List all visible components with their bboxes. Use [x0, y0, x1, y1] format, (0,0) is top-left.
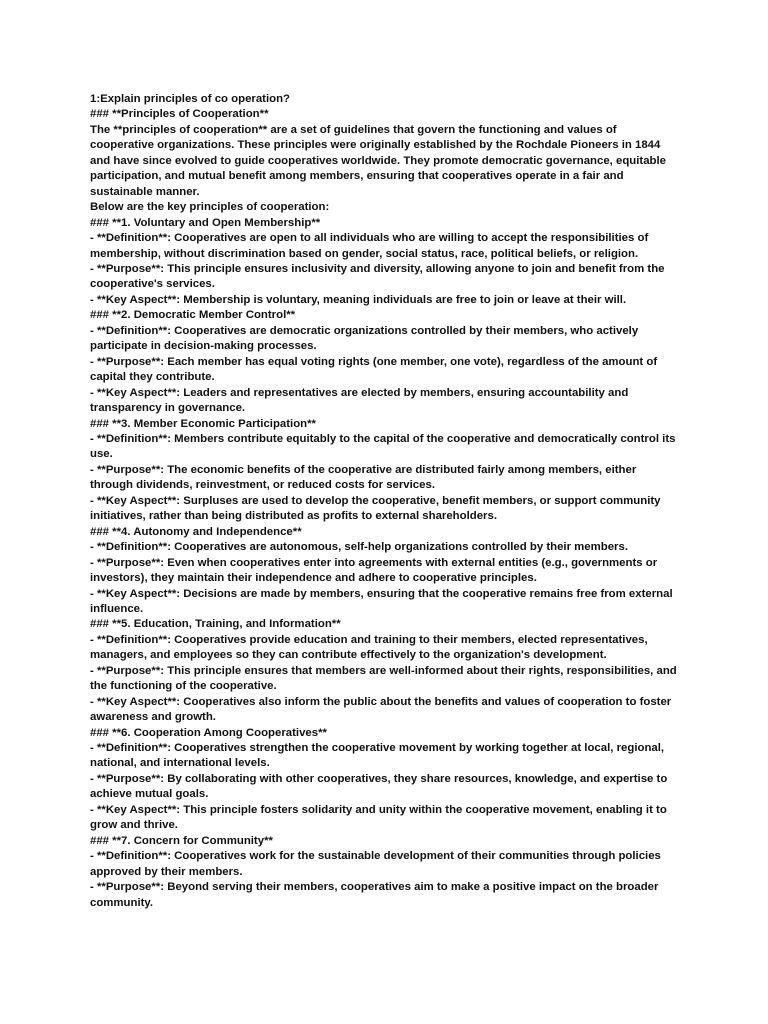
principle-7-purpose: - **Purpose**: Beyond serving their members, cooperatives aim to make a positive impact on the broader community.: [90, 881, 659, 909]
principle-6-heading: ### **6. Cooperation Among Cooperatives**: [90, 726, 327, 739]
principle-3-key-aspect: - **Key Aspect**: Surpluses are used to develop the cooperative, benefit members, or support community initiatives, rather than being distributed as profits to external shareholders.: [90, 494, 661, 523]
principle-6-definition: - **Definition**: Cooperatives strengthen the cooperative movement by working together at local, regional, national, and international levels.: [90, 742, 665, 770]
principle-3-heading: ### **3. Member Economic Participation**: [90, 417, 316, 430]
principle-2-definition: - **Definition**: Cooperatives are democratic organizations controlled by their members, who actively participate in decision-making processes.: [90, 324, 639, 353]
section-heading: ### **Principles of Cooperation**: [90, 108, 269, 121]
principle-1-key-aspect: - **Key Aspect**: Membership is voluntary, meaning individuals are free to join or leave at their will.: [90, 293, 627, 306]
principle-2-purpose: - **Purpose**: Each member has equal voting rights (one member, one vote), regardless of the amount of capital they contribute.: [90, 355, 658, 384]
principle-3-definition: - **Definition**: Members contribute equitably to the capital of the cooperative and democratically control its use.: [90, 432, 676, 461]
principle-7-definition: - **Definition**: Cooperatives work for the sustainable development of their communities through policies approved by their members.: [90, 850, 661, 878]
intro-paragraph: The **principles of cooperation** are a set of guidelines that govern the functioning and values of cooperative organizations. These principles were originally established by the Rochdale Pioneers in 1844 and have since evolved to guide cooperatives worldwide. They promote democratic governance, equitable participation, and mutual benefit among members, ensuring that cooperatives operate in a fair and sustainable manner.: [90, 123, 667, 198]
question-heading: 1:Explain principles of co operation?: [90, 93, 290, 105]
principle-5-purpose: - **Purpose**: This principle ensures that members are well-informed about their rights, responsibilities, and the functioning of the cooperative.: [90, 664, 677, 693]
principle-6-purpose: - **Purpose**: By collaborating with other cooperatives, they share resources, knowledge, and expertise to achieve mutual goals.: [90, 772, 668, 801]
principle-4-key-aspect: - **Key Aspect**: Decisions are made by members, ensuring that the cooperative remains free from external influence.: [90, 587, 673, 615]
principle-1-heading: ### **1. Voluntary and Open Membership**: [90, 216, 321, 229]
principle-6-key-aspect: - **Key Aspect**: This principle fosters solidarity and unity within the cooperative movement, enabling it to grow and thrive.: [90, 803, 667, 832]
principle-4-definition: - **Definition**: Cooperatives are autonomous, self-help organizations controlled by their members.: [90, 541, 628, 554]
principle-5-key-aspect: - **Key Aspect**: Cooperatives also inform the public about the benefits and values of cooperation to foster awareness and growth.: [90, 695, 672, 724]
principle-1-purpose: - **Purpose**: This principle ensures inclusivity and diversity, allowing anyone to join and benefit from the cooperative's services.: [90, 262, 665, 291]
principle-1-definition: - **Definition**: Cooperatives are open to all individuals who are willing to accept the responsibilities of membership, without discrimination based on gender, social status, race, political beliefs, or religion.: [90, 232, 649, 260]
principle-2-key-aspect: - **Key Aspect**: Leaders and representatives are elected by members, ensuring accountability and transparency in governance.: [90, 386, 629, 415]
principle-5-definition: - **Definition**: Cooperatives provide education and training to their members, elected representatives, managers, and employees so they can contribute effectively to the organization's development.: [90, 633, 648, 662]
principle-4-heading: ### **4. Autonomy and Independence**: [90, 525, 302, 538]
principle-4-purpose: - **Purpose**: Even when cooperatives enter into agreements with external entities (e.g., governments or investors), they maintain their independence and adhere to cooperative principles.: [90, 556, 658, 585]
document-body: [90, 92, 680, 911]
principle-5-heading: ### **5. Education, Training, and Information**: [90, 618, 341, 631]
principle-7-heading: ### **7. Concern for Community**: [90, 834, 273, 847]
principle-3-purpose: - **Purpose**: The economic benefits of the cooperative are distributed fairly among members, either through dividends, reinvestment, or reduced costs for services.: [90, 463, 637, 492]
intro-lead-in: Below are the key principles of cooperation:: [90, 201, 330, 214]
principle-2-heading: ### **2. Democratic Member Control**: [90, 309, 296, 322]
